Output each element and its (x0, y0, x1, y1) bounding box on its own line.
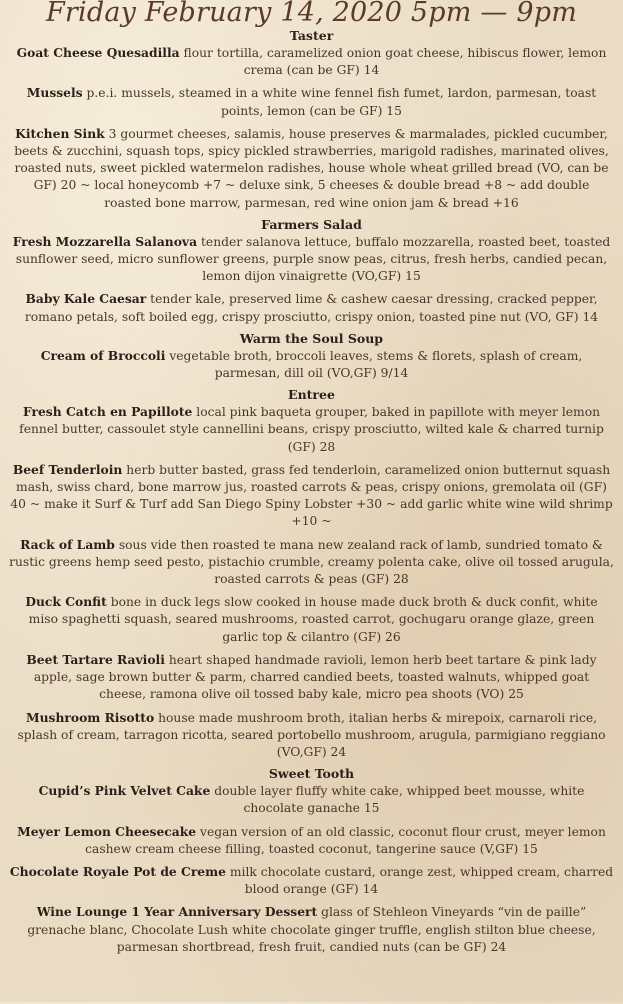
menu-item (9, 651, 614, 704)
menu-item (9, 347, 614, 382)
menu-sections (9, 28, 614, 956)
menu-item-name: Rack of Lamb (20, 536, 115, 552)
menu-item-description: tender kale, preserved lime & cashew caesar dressing, cracked pepper, romano petals, soft boiled egg, crispy prosciutto, crispy onion, toasted pine nut (VO, GF) 14 (24, 292, 599, 324)
section-heading: Farmers Salad (261, 216, 362, 232)
menu-item (9, 709, 614, 762)
menu-item-name: Mushroom Risotto (25, 709, 155, 725)
menu-item-name: Kitchen Sink (15, 125, 105, 141)
menu-item-name: Cupid’s Pink Velvet Cake (38, 783, 211, 799)
menu-item-description: glass of Stehleon Vineyards “vin de paille” grenache blanc, Chocolate Lush white chocolate ginger truffle, english stilton blue cheese, parmesan shortbread, fresh fruit, candied nuts (can be GF) 24 (27, 905, 596, 954)
menu-item (9, 233, 614, 286)
menu-item-description: local pink baqueta grouper, baked in papillote with meyer lemon fennel butter, cassoulet style cannellini beans, crispy prosciutto, wilted kale & charred turnip (GF) 28 (19, 405, 604, 454)
menu-item-name: Beef Tenderloin (12, 461, 123, 477)
menu-item (9, 863, 614, 898)
menu-item (9, 903, 614, 956)
menu-item-name: Fresh Mozzarella Salanova (12, 233, 198, 249)
menu-item-description: double layer fluffy white cake, whipped beet mousse, white chocolate ganache 15 (214, 784, 585, 816)
menu-item-name: Duck Confit (25, 594, 107, 610)
menu-item-name: Baby Kale Caesar (25, 291, 147, 307)
menu-item-description: vegan version of an old classic, coconut flour crust, meyer lemon cashew cream cheese filling, toasted coconut, tangerine sauce (V,GF) 15 (85, 824, 606, 856)
menu-item-name: Mussels (26, 85, 83, 101)
menu-item-description: p.e.i. mussels, steamed in a white wine fennel fish fumet, lardon, parmesan, toast points, lemon (can be GF) 15 (86, 86, 597, 118)
menu-item-description: vegetable broth, broccoli leaves, stems & florets, splash of cream, parmesan, dill oil (VO,GF) 9/14 (169, 348, 583, 381)
menu-item (9, 403, 614, 456)
menu-item-description: tender salanova lettuce, buffalo mozzarella, roasted beet, toasted sunflower seed, micro sunflower greens, purple snow peas, citrus, fresh herbs, candied pecan, lemon dijon vinaigrette (VO,GF) 15 (15, 234, 611, 284)
menu-item-name: Meyer Lemon Cheesecake (17, 823, 197, 839)
menu-item (9, 782, 614, 817)
section-heading: Entree (288, 387, 335, 403)
section-heading: Taster (289, 28, 334, 43)
menu-item-name: Cream of Broccoli (40, 347, 166, 363)
menu-item-name: Beet Tartare Ravioli (26, 651, 165, 667)
menu-item (9, 593, 614, 646)
menu-item-description: sous vide then roasted te mana new zealand rack of lamb, sundried tomato & rustic greens hemp seed pesto, pistachio crumble, creamy polenta cake, olive oil tossed arugula, roasted carrots & peas (GF) 28 (9, 537, 614, 587)
menu-item-name: Goat Cheese Quesadilla (16, 45, 180, 60)
menu-item-name: Fresh Catch en Papillote (22, 404, 193, 420)
menu-item (9, 290, 614, 325)
section-heading: Warm the Soul Soup (239, 330, 384, 346)
page-title: Friday February 14, 2020 5pm — 9pm (45, 0, 578, 28)
menu-item (9, 125, 614, 212)
menu-item (9, 536, 614, 589)
menu-item (9, 44, 614, 79)
menu-item-description: milk chocolate custard, orange zest, whipped cream, charred blood orange (GF) 14 (229, 864, 614, 897)
menu-item-description: herb butter basted, grass fed tenderloin, caramelized onion butternut squash mash, swiss chard, bone marrow jus, roasted carrots & peas, crispy onions, gremolata oil (GF) 40 ~ make it Surf & Turf add San Diego Spiny Lobster +30 ~ add garlic white wine wild shrimp +10 ~ (10, 462, 613, 529)
menu-item-description: 3 gourmet cheeses, salamis, house preserves & marmalades, pickled cucumber, beets & zucchini, squash tops, spicy pickled strawberries, marigold radishes, marinated olives, roasted nuts, sweet pickled watermelon radishes, house whole wheat grilled bread (VO, can be GF) 20 ~ local honeycomb +7 ~ deluxe sink, 5 cheeses & double bread +8 ~ add double roasted bone marrow, parmesan, red wine onion jam & bread +16 (14, 126, 609, 210)
menu-item-name: Wine Lounge 1 Year Anniversary Dessert (36, 904, 318, 920)
menu (9, 0, 614, 956)
section-heading: Sweet Tooth (268, 766, 355, 782)
menu-item-description: bone in duck legs slow cooked in house made duck broth & duck confit, white miso spaghetti squash, seared mushrooms, roasted carrot, gochugaru orange glaze, green garlic top & cilantro (GF) 26 (28, 595, 598, 644)
menu-item (9, 823, 614, 858)
menu-item-description: heart shaped handmade ravioli, lemon herb beet tartare & pink lady apple, sage brown butter & parm, charred candied beets, toasted walnuts, whipped goat cheese, ramona olive oil tossed baby kale, micro pea shoots (VO) 25 (33, 652, 597, 702)
menu-item (9, 461, 614, 531)
menu-item-name: Chocolate Royale Pot de Creme (9, 863, 226, 879)
menu-item (9, 84, 614, 119)
menu-item-description: house made mushroom broth, italian herbs & mirepoix, carnaroli rice, splash of cream, tarragon ricotta, seared portobello mushroom, arugula, parmigiano reggiano (VO,GF) 24 (17, 710, 606, 759)
menu-item-description: flour tortilla, caramelized onion goat cheese, hibiscus flower, lemon crema (can be GF) 14 (183, 46, 607, 78)
